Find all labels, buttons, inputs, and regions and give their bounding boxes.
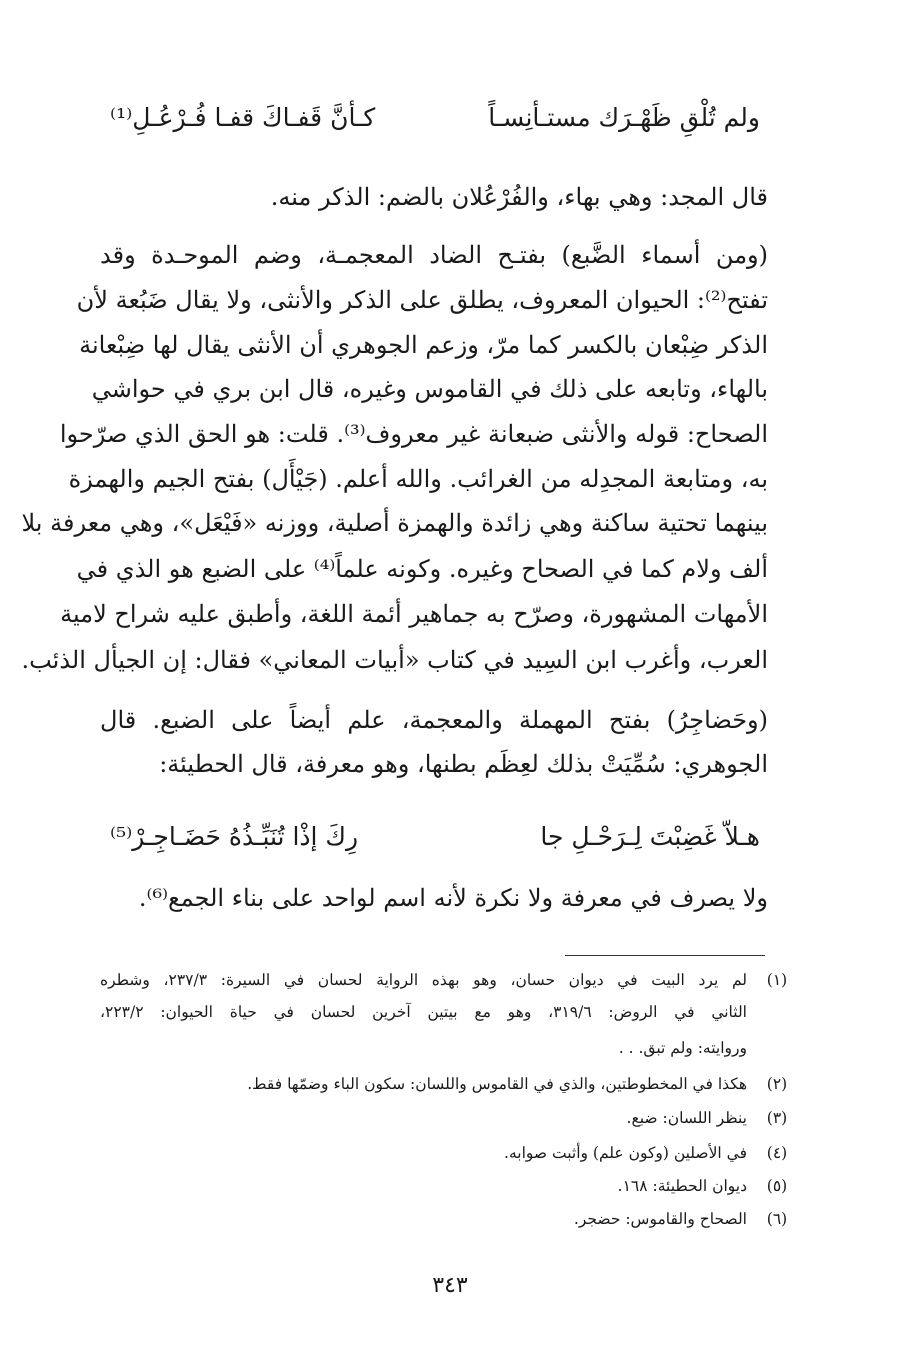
body-line: به، ومتابعة المجدِله من الغرائب. والله أعلم. (جَيْأَل) بفتح الجيم والهمزة — [68, 465, 768, 493]
body-line: تفتح⁽²⁾: الحيوان المعروف، يطلق على الذكر والأنثى، ولا يقال ضَبُعة لأن — [76, 286, 768, 314]
footnote-text: الثاني في الروض: ٣١٩/٦، وهو مع بيتين آخرين لحسان في حياة الحيوان: ٢٢٣/٢، — [100, 1003, 747, 1021]
body-line: الجوهري: سُمِّيَتْ بذلك لعِظَم بطنها، وهو معرفة، قال الحطيئة: — [159, 750, 768, 778]
body-line: الأمهات المشهورة، وصرّح به جماهير أئمة اللغة، وأطبق عليه شراح لامية — [60, 600, 768, 628]
verse-1-first-hemistich: ولم تُلْقِ ظَهْـرَك مستـأنِسـاً — [488, 103, 760, 132]
footnote-1 — [100, 966, 795, 994]
footnote-1-continued — [100, 998, 795, 1026]
footnote-number: (١) — [766, 971, 788, 989]
verse-1-second-hemistich: كـأنَّ قَفـاكَ قفـا فُـرْعُـلِ⁽¹⁾ — [110, 103, 376, 132]
verse-2 — [110, 815, 760, 859]
footnote-number: (٣) — [766, 1109, 788, 1127]
footnote-number: (٤) — [766, 1144, 788, 1162]
footnote-6 — [100, 1205, 795, 1233]
footnote-text: ديوان الحطيئة: ١٦٨. — [617, 1177, 747, 1195]
footnote-text: وروايته: ولم تبق. . . — [618, 1039, 747, 1057]
footnote-3 — [100, 1104, 795, 1132]
footnote-number: (٢) — [766, 1075, 788, 1093]
footnote-text: في الأصلين (وكون علم) وأثبت صوابه. — [504, 1144, 747, 1162]
footnote-4 — [100, 1139, 795, 1167]
page-number: ٣٤٣ — [432, 1273, 468, 1298]
closing-line: ولا يصرف في معرفة ولا نكرة لأنه اسم لواحد على بناء الجمع⁽⁶⁾. — [138, 884, 768, 912]
body-line: بالهاء، وتابعه على ذلك في القاموس وغيره، قال ابن بري في حواشي — [91, 375, 768, 403]
body-line: قال المجد: وهي بهاء، والفُرْعُلان بالضم: الذكر منه. — [270, 183, 768, 211]
footnote-5 — [100, 1172, 795, 1200]
footnote-text: ينظر اللسان: ضبع. — [626, 1109, 747, 1127]
body-line: ألف ولام كما في الصحاح وغيره. وكونه علماً⁽⁴⁾ على الضبع هو الذي في — [76, 555, 768, 583]
verse-2-first-hemistich: هـلاّ غَضِبْتَ لِـرَحْـلِ جا — [540, 822, 760, 851]
body-line: (ومن أسماء الضَّبع) بفتـح الضاد المعجمـة، وضم الموحـدة وقد — [100, 241, 768, 269]
footnote-text: الصحاح والقاموس: حضجر. — [573, 1210, 747, 1228]
verse-2-second-hemistich: رِكَ إذْا تُنَبِّـذُهُ حَضَـاجِـرْ⁽⁵⁾ — [110, 822, 359, 851]
footnote-text: هكذا في المخطوطتين، والذي في القاموس واللسان: سكون الباء وضمّها فقط. — [247, 1075, 747, 1093]
body-line: العرب، وأغرب ابن السِيد في كتاب «أبيات المعاني» فقال: إن الجيأل الذئب. — [21, 646, 768, 674]
body-line: الذكر ضِبْعان بالكسر كما مرّ، وزعم الجوهري أن الأنثى يقال لها ضِبْعانة — [79, 331, 768, 359]
footnote-separator — [565, 955, 765, 956]
body-line: (وحَضاجِرُ) بفتح المهملة والمعجمة، علم أيضاً على الضبع. قال — [100, 706, 768, 734]
body-line: الصحاح: قوله والأنثى ضبعانة غير معروف⁽³⁾. قلت: هو الحق الذي صرّحوا — [59, 420, 768, 448]
verse-1 — [110, 96, 760, 140]
footnote-text: لم يرد البيت في ديوان حسان، وهو بهذه الرواية لحسان في السيرة: ٢٣٧/٣، وشطره — [100, 971, 747, 989]
footnote-2 — [100, 1070, 795, 1098]
body-line: بينهما تحتية ساكنة وهي زائدة والهمزة أصلية، ووزنه «فَيْعَل»، وهي معرفة بلا — [21, 509, 768, 537]
footnote-number: (٦) — [766, 1210, 788, 1228]
footnote-number: (٥) — [766, 1177, 788, 1195]
footnote-1-continued — [100, 1034, 795, 1062]
